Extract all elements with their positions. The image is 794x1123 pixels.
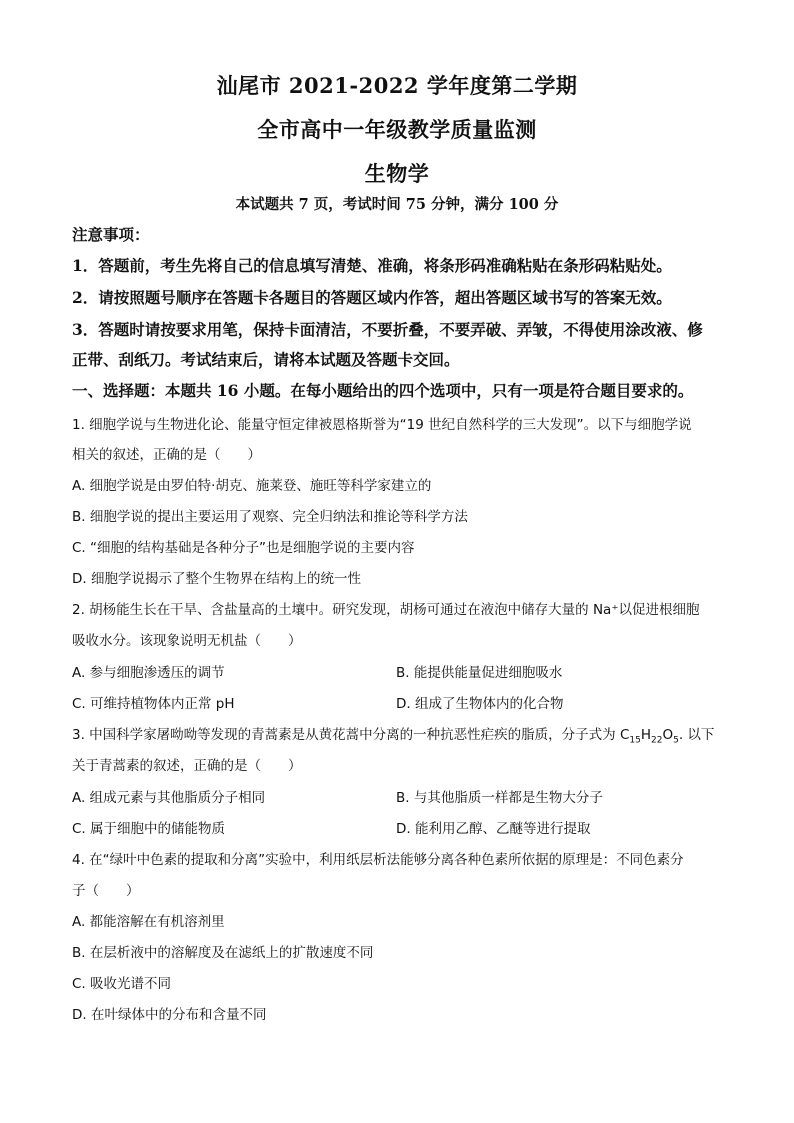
formula-subscript-h: 22 bbox=[651, 735, 663, 746]
question-3-stem-line-2: 关于青蒿素的叙述，正确的是（ ） bbox=[72, 758, 302, 774]
question-3-stem-tail: . 以下 bbox=[678, 727, 715, 743]
subject-title: 生物学 bbox=[364, 161, 430, 186]
question-3-stem-text: 3. 中国科学家屠呦呦等发现的青蒿素是从黄花蒿中分离的一种抗恶性疟疾的脂质，分子式为 C bbox=[72, 727, 630, 743]
question-4-option-d: D. 在叶绿体中的分布和含量不同 bbox=[72, 1007, 267, 1023]
question-3-option-d: D. 能利用乙醇、乙醚等进行提取 bbox=[396, 821, 591, 837]
question-2-option-b: B. 能提供能量促进细胞吸水 bbox=[396, 665, 563, 681]
question-1-option-a: A. 细胞学说是由罗伯特·胡克、施莱登、施旺等科学家建立的 bbox=[72, 478, 432, 494]
question-2-option-a: A. 参与细胞渗透压的调节 bbox=[72, 665, 225, 681]
formula-subscript-c: 15 bbox=[629, 735, 641, 746]
question-1-option-d: D. 细胞学说揭示了整个生物界在结构上的统一性 bbox=[72, 571, 361, 587]
formula-h: H bbox=[640, 727, 651, 743]
exam-info: 本试题共 7 页，考试时间 75 分钟，满分 100 分 bbox=[235, 196, 559, 213]
question-3-option-b: B. 与其他脂质一样都是生物大分子 bbox=[396, 790, 603, 806]
formula-subscript-o: 5 bbox=[673, 735, 679, 746]
question-3-stem-line-1 bbox=[72, 723, 732, 746]
question-1-stem-line-2: 相关的叙述，正确的是（ ） bbox=[72, 447, 261, 463]
question-2-option-c: C. 可维持植物体内正常 pH bbox=[72, 696, 235, 712]
exam-title: 汕尾市 2021-2022 学年度第二学期 bbox=[216, 73, 578, 98]
note-item-3-line-2: 正带、刮纸刀。考试结束后，请将本试题及答题卡交回。 bbox=[72, 350, 460, 369]
note-item-1: 1．答题前，考生先将自己的信息填写清楚、准确，将条形码准确粘贴在条形码粘贴处。 bbox=[72, 256, 672, 275]
section-heading: 一、选择题：本题共 16 小题。在每小题给出的四个选项中，只有一项是符合题目要求的。 bbox=[72, 381, 694, 400]
question-4-option-a: A. 都能溶解在有机溶剂里 bbox=[72, 914, 225, 930]
note-item-2: 2．请按照题号顺序在答题卡各题目的答题区域内作答，超出答题区域书写的答案无效。 bbox=[72, 288, 672, 307]
formula-o: O bbox=[662, 727, 674, 743]
question-4-option-b: B. 在层析液中的溶解度及在滤纸上的扩散速度不同 bbox=[72, 945, 374, 961]
exam-subtitle: 全市高中一年级教学质量监测 bbox=[257, 117, 537, 142]
question-4-stem-line-2: 子（ ） bbox=[72, 883, 140, 899]
question-2-stem-line-1: 2. 胡杨能生长在干旱、含盐量高的土壤中。研究发现，胡杨可通过在液泡中储存大量的 Na⁺以促进根细胞 bbox=[72, 602, 700, 618]
question-3-option-c: C. 属于细胞中的储能物质 bbox=[72, 821, 226, 837]
note-item-3-line-1: 3．答题时请按要求用笔，保持卡面清洁，不要折叠，不要弄破、弄皱，不得使用涂改液、修 bbox=[72, 320, 703, 339]
question-1-option-b: B. 细胞学说的提出主要运用了观察、完全归纳法和推论等科学方法 bbox=[72, 509, 468, 525]
question-1-option-c: C. “细胞的结构基础是各种分子”也是细胞学说的主要内容 bbox=[72, 540, 415, 556]
notes-heading: 注意事项： bbox=[72, 225, 150, 244]
question-4-option-c: C. 吸收光谱不同 bbox=[72, 976, 172, 992]
question-4-stem-line-1: 4. 在“绿叶中色素的提取和分离”实验中，利用纸层析法能够分离各种色素所依据的原理是：不同色素分 bbox=[72, 852, 684, 868]
question-2-stem-line-2: 吸收水分。该现象说明无机盐（ ） bbox=[72, 633, 302, 649]
question-2-option-d: D. 组成了生物体内的化合物 bbox=[396, 696, 564, 712]
question-1-stem-line-1: 1. 细胞学说与生物进化论、能量守恒定律被恩格斯誉为“19 世纪自然科学的三大发现”。以下与细胞学说 bbox=[72, 417, 692, 433]
question-3-option-a: A. 组成元素与其他脂质分子相同 bbox=[72, 790, 266, 806]
